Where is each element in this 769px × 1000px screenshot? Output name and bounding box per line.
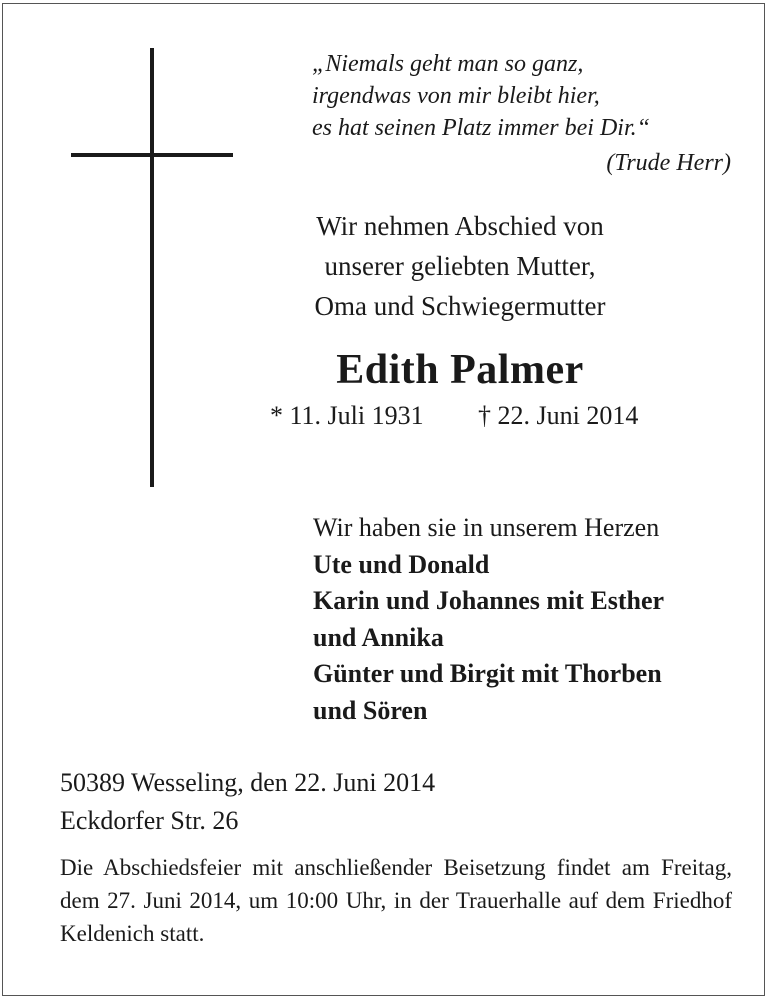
intro-line: unserer geliebten Mutter, xyxy=(324,251,596,281)
mourners-lead: Wir haben sie in unserem Herzen xyxy=(313,513,660,542)
mourner-family: Ute und Donald xyxy=(313,549,490,579)
intro-text xyxy=(230,206,690,326)
cross-vertical-bar xyxy=(150,48,154,487)
mourner-family: und Sören xyxy=(313,695,428,725)
street-address: Eckdorfer Str. 26 xyxy=(60,806,239,835)
quote-line: „Niemals geht man so ganz, xyxy=(312,51,584,77)
intro-line: Oma und Schwiegermutter xyxy=(314,291,606,321)
ceremony-info: Die Abschiedsfeier mit anschließender Beisetzung findet am Freitag, dem 27. Juni 2014, um 10:00 Uhr, in der Trauerhalle auf dem Friedhof Keldenich statt. xyxy=(60,855,732,946)
quote-line: irgendwas von mir bleibt hier, xyxy=(312,83,600,109)
city-date: 50389 Wesseling, den 22. Juni 2014 xyxy=(60,768,436,797)
mourner-family: und Annika xyxy=(313,622,444,652)
mourner-family: Günter und Birgit mit Thorben xyxy=(313,659,662,688)
cross-horizontal-bar xyxy=(71,153,233,157)
quote-line: es hat seinen Platz immer bei Dir.“ xyxy=(312,115,650,141)
quote xyxy=(312,48,650,144)
deceased-name: Edith Palmer xyxy=(336,347,584,393)
birth-date: * 11. Juli 1931 xyxy=(270,401,424,430)
mourner-family: Karin und Johannes mit Esther xyxy=(313,586,665,615)
death-date: † 22. Juni 2014 xyxy=(478,401,639,430)
quote-author: (Trude Herr) xyxy=(606,150,731,176)
intro-line: Wir nehmen Abschied von xyxy=(316,211,604,241)
address-block xyxy=(60,764,435,840)
mourners xyxy=(313,510,664,729)
